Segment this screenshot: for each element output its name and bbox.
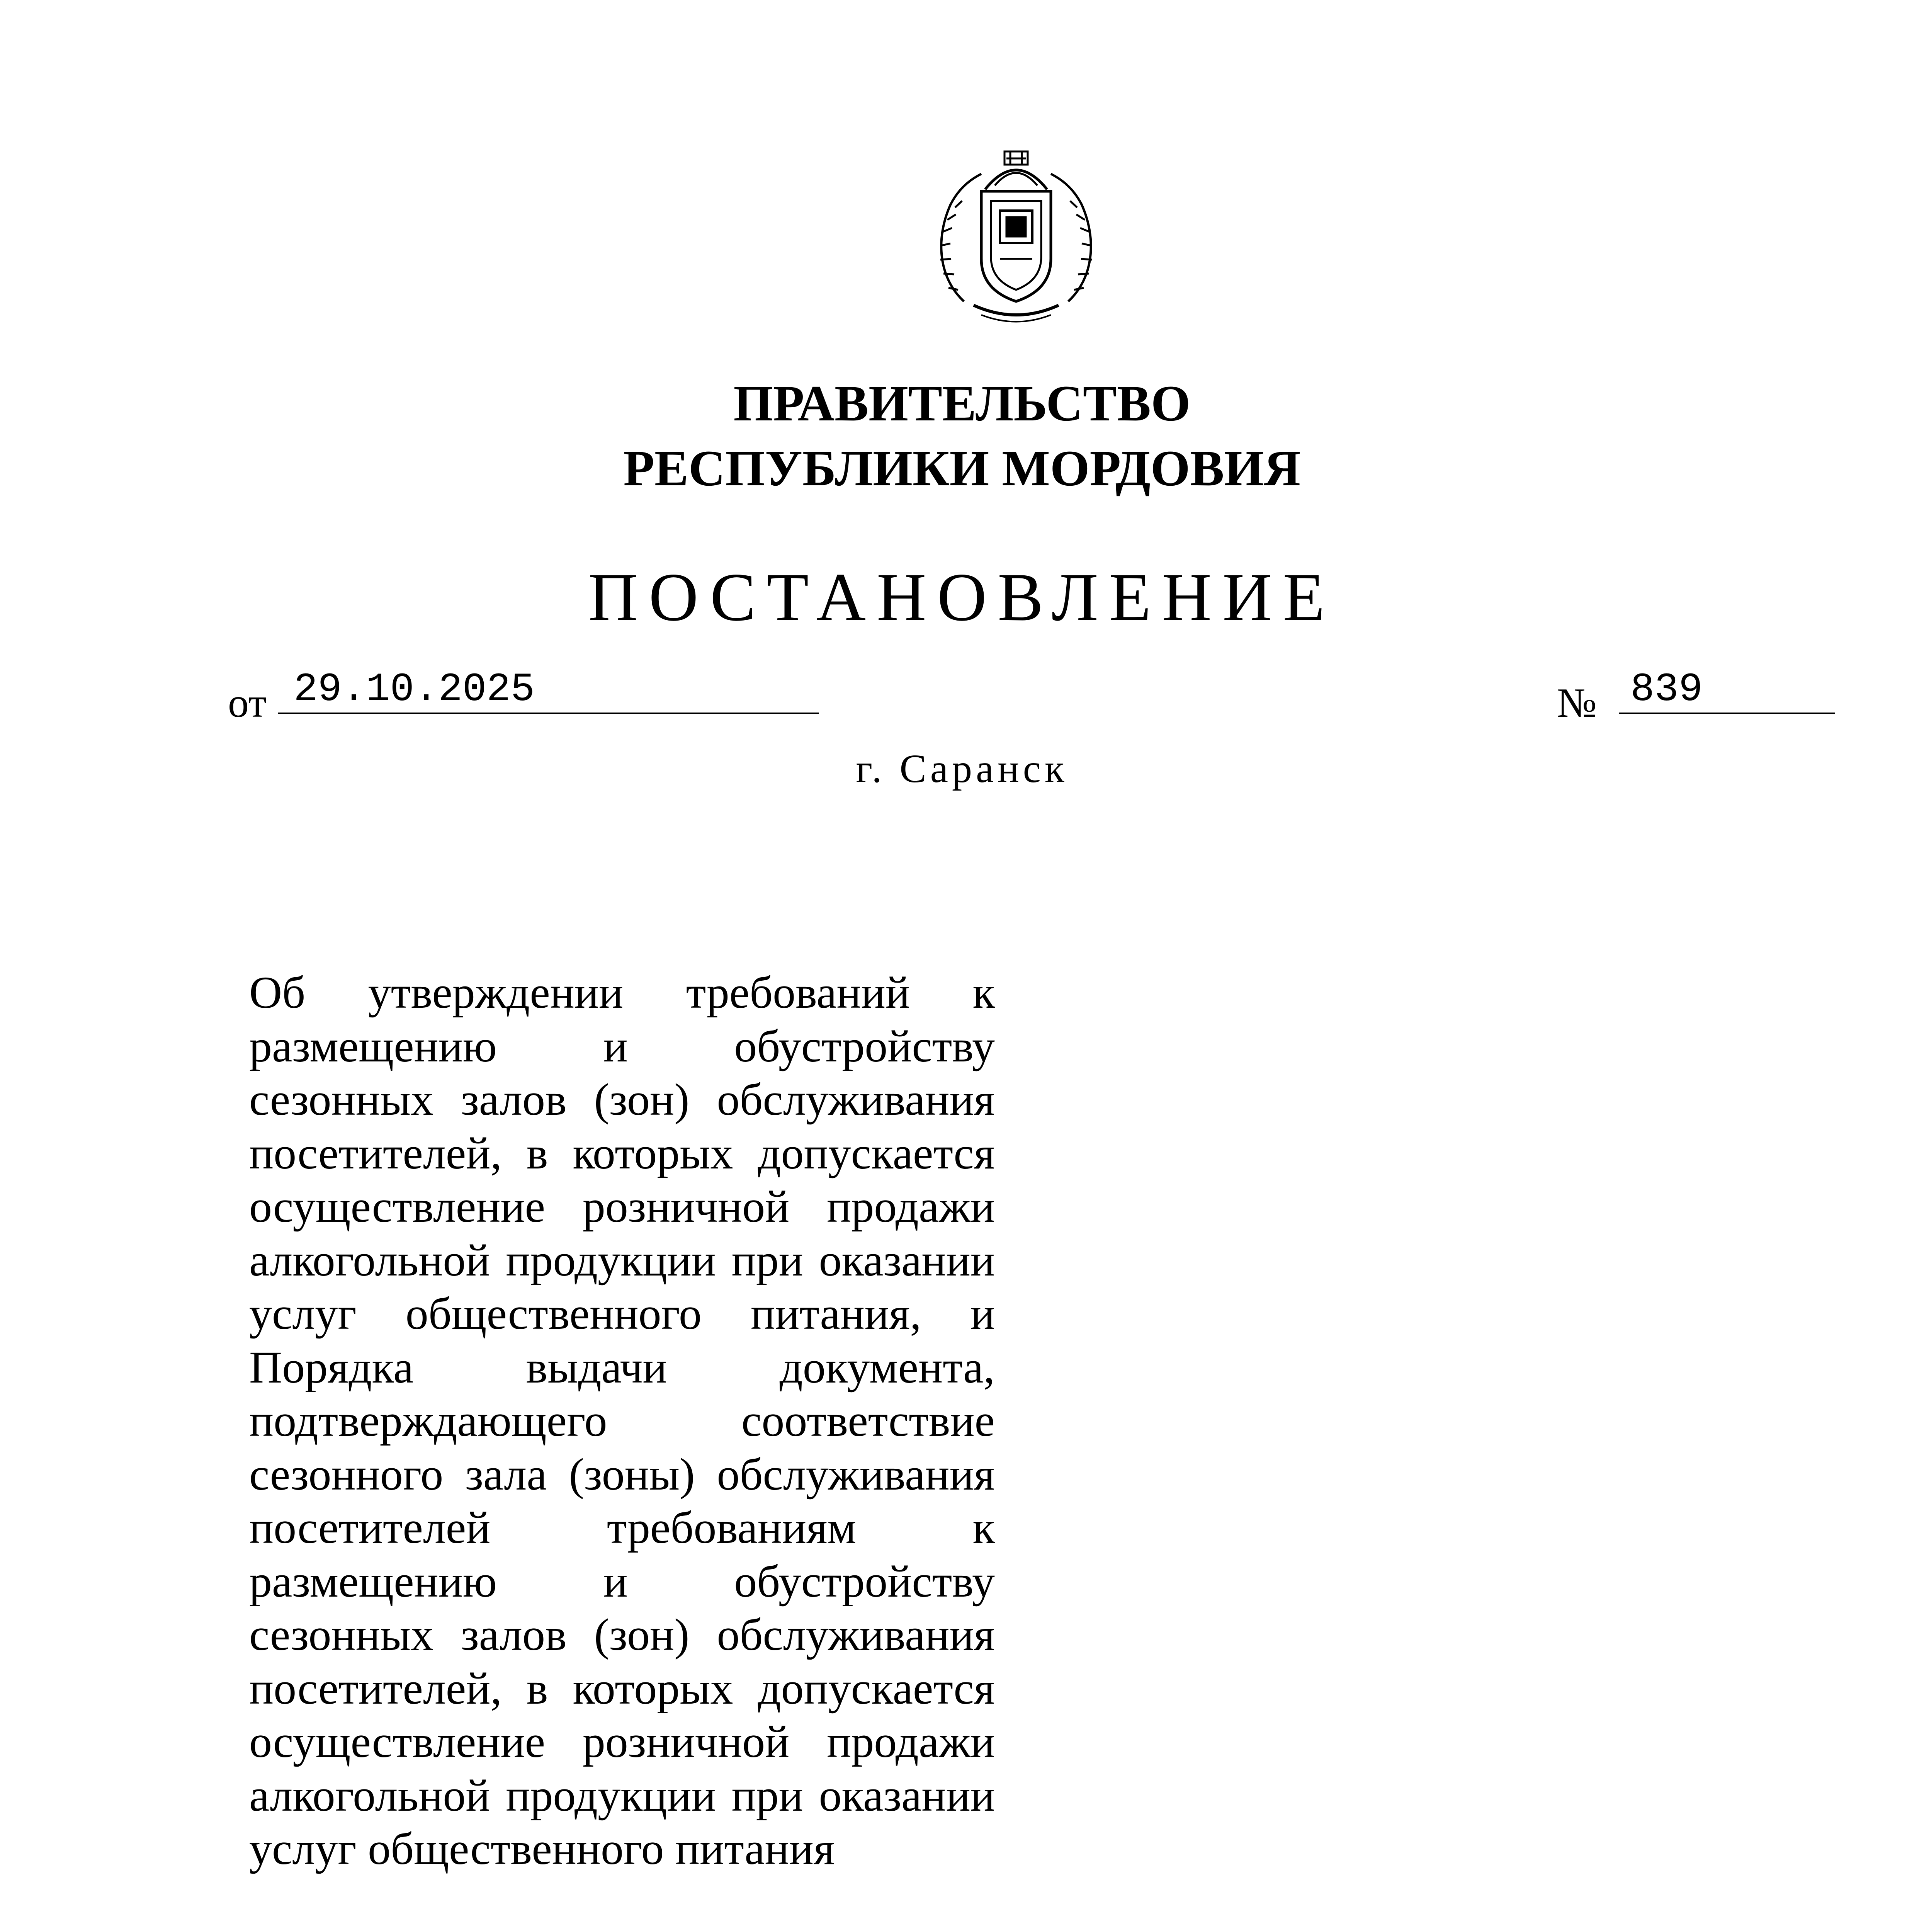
government-name-line-1: ПРАВИТЕЛЬСТВО — [733, 375, 1191, 432]
title-line: услуг общественного питания — [249, 1823, 835, 1874]
title-line: сезонных залов (зон) обслуживания — [249, 1609, 995, 1660]
document-type-heading: ПОСТАНОВЛЕНИЕ — [588, 559, 1336, 635]
title-line: посетителей, в которых допускается — [249, 1128, 995, 1179]
title-line: алкогольной продукции при оказании — [249, 1235, 995, 1286]
document-number: 839 — [1619, 668, 1835, 714]
resolution-title — [249, 966, 995, 1876]
title-line: услуг общественного питания, и — [249, 1288, 995, 1339]
date-number-row — [228, 667, 1816, 726]
title-line: осуществление розничной продажи — [249, 1181, 995, 1232]
document-date: 29.10.2025 — [278, 668, 819, 714]
government-name-line-2: РЕСПУБЛИКИ МОРДОВИЯ — [623, 440, 1301, 497]
title-line: подтверждающего соответствие — [249, 1395, 995, 1446]
government-name — [0, 371, 1924, 501]
title-line: сезонных залов (зон) обслуживания — [249, 1074, 995, 1125]
title-line: посетителей требованиям к — [249, 1502, 995, 1553]
number-prefix: № — [1557, 680, 1597, 726]
title-line: осуществление розничной продажи — [249, 1716, 995, 1767]
title-line: алкогольной продукции при оказании — [249, 1770, 995, 1821]
title-line: Об утверждении требований к — [249, 967, 995, 1018]
coat-of-arms-emblem — [927, 143, 1105, 325]
title-line: размещению и обустройству — [249, 1556, 995, 1607]
city-name: г. Саранск — [856, 747, 1068, 791]
title-line: Порядка выдачи документа, — [249, 1342, 995, 1393]
title-line: размещению и обустройству — [249, 1020, 995, 1071]
title-line: посетителей, в которых допускается — [249, 1663, 995, 1714]
date-prefix: от — [228, 680, 267, 726]
title-line: сезонного зала (зоны) обслуживания — [249, 1449, 995, 1500]
